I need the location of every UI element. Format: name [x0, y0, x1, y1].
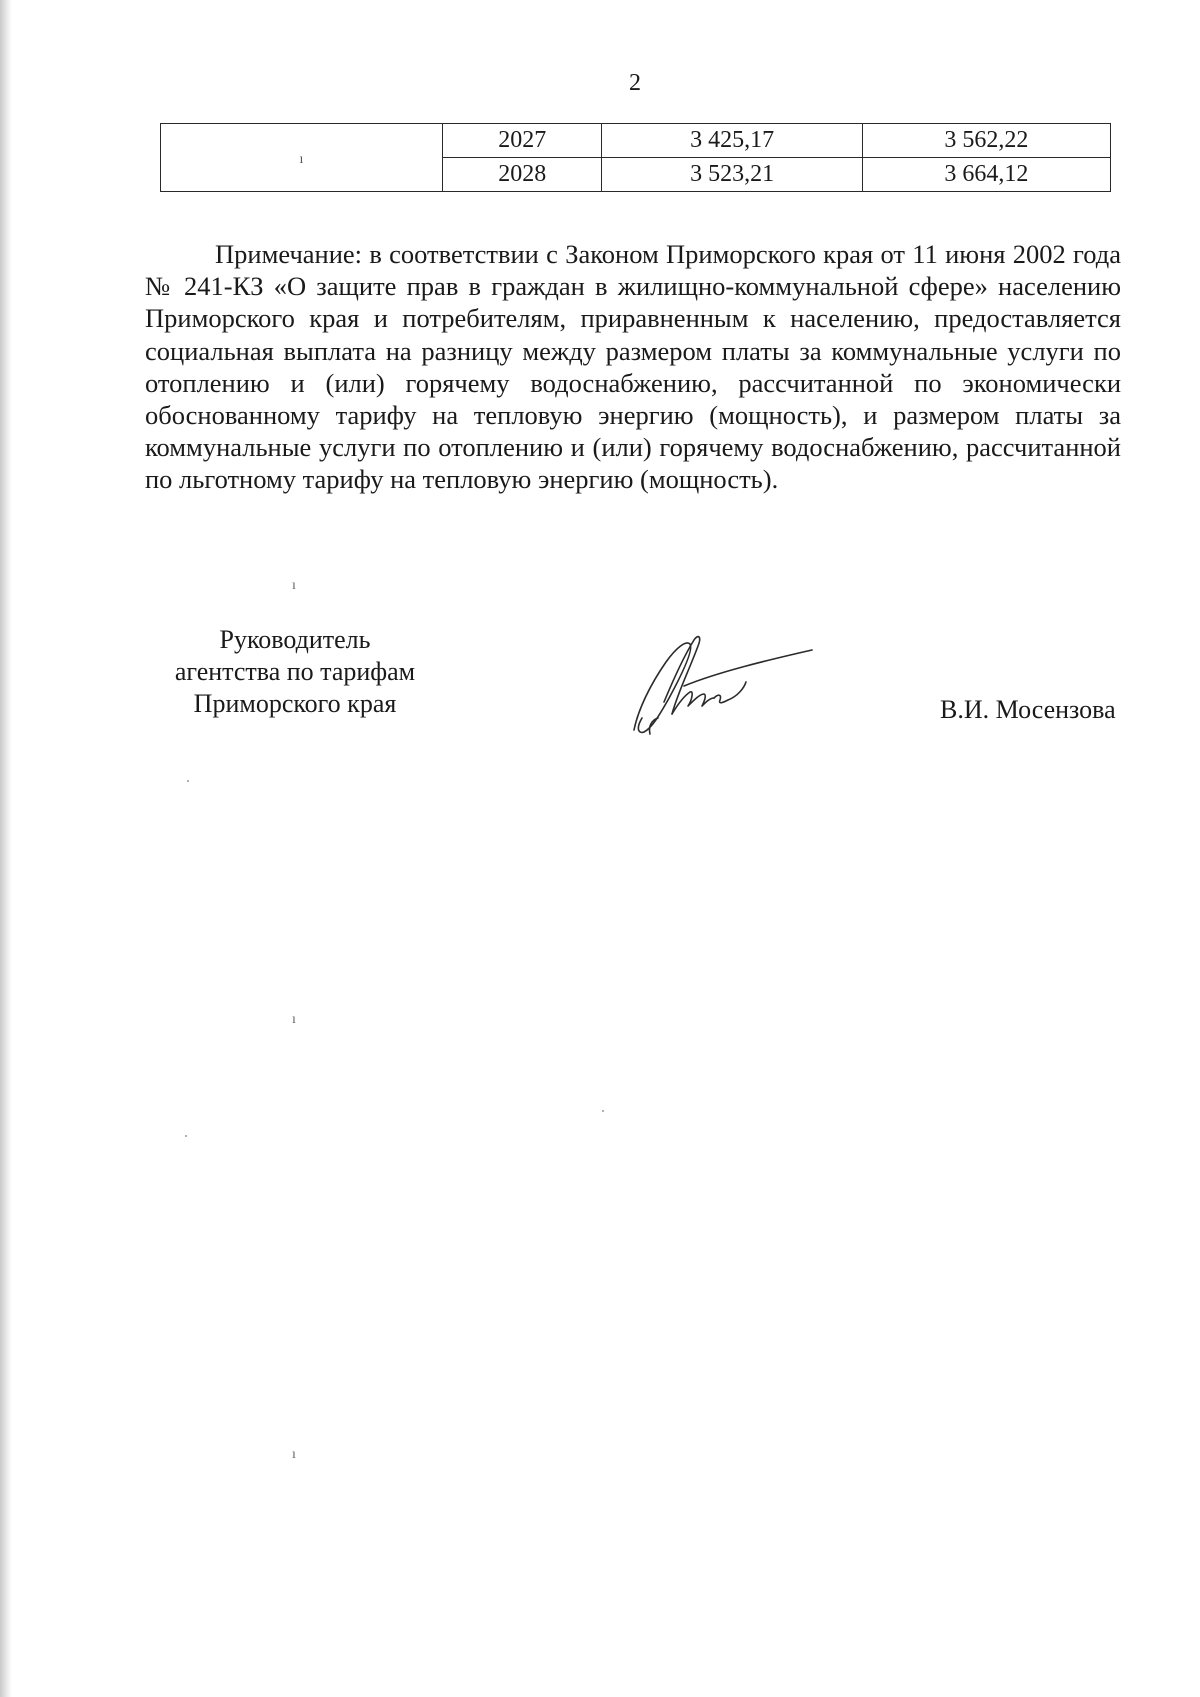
value-1-cell: 3 425,17 — [602, 124, 862, 158]
scan-speck — [602, 1110, 604, 1112]
signer-name: В.И. Мосензова — [940, 695, 1116, 724]
table-row — [161, 124, 1111, 158]
stray-mark: ı — [292, 578, 296, 593]
value-2-cell: 3 664,12 — [862, 158, 1110, 192]
signer-title-line: агентства по тарифам — [174, 657, 416, 686]
scan-speck — [185, 1135, 187, 1137]
value-2-cell: 3 562,22 — [862, 124, 1110, 158]
merged-cell-mark: ı — [299, 151, 304, 167]
stray-mark: ı — [292, 1447, 296, 1462]
signer-title — [145, 624, 445, 720]
merged-cell — [161, 124, 443, 192]
signer-title-line: Руководитель — [219, 625, 371, 654]
note-paragraph: Примечание: в соответствии с Законом Приморского края от 11 июня 2002 года № 241-КЗ «О защите прав в граждан в жилищно-коммунальной сфере» населению Приморского края и потребителям, приравненным к населению, предоставляется социальная выплата на разницу между размером платы за коммунальные услуги по отоплению и (или) горячему водоснабжению, рассчитанной по экономически обоснованному тарифу на тепловую энергию (мощность), и размером платы за коммунальные услуги по отоплению и (или) горячему водоснабжению, рассчитанной по льготному тарифу на тепловую энергию (мощность). — [145, 239, 1121, 495]
signer-title-line: Приморского края — [193, 689, 397, 718]
value-1-cell: 3 523,21 — [602, 158, 862, 192]
handwritten-signature — [628, 630, 818, 740]
page-number: 2 — [629, 70, 641, 96]
year-cell: 2028 — [442, 158, 602, 192]
scan-edge-shadow — [0, 0, 12, 1697]
tariff-table — [160, 123, 1111, 192]
scan-speck — [187, 780, 189, 782]
stray-mark: ı — [292, 1012, 296, 1027]
year-cell: 2027 — [442, 124, 602, 158]
